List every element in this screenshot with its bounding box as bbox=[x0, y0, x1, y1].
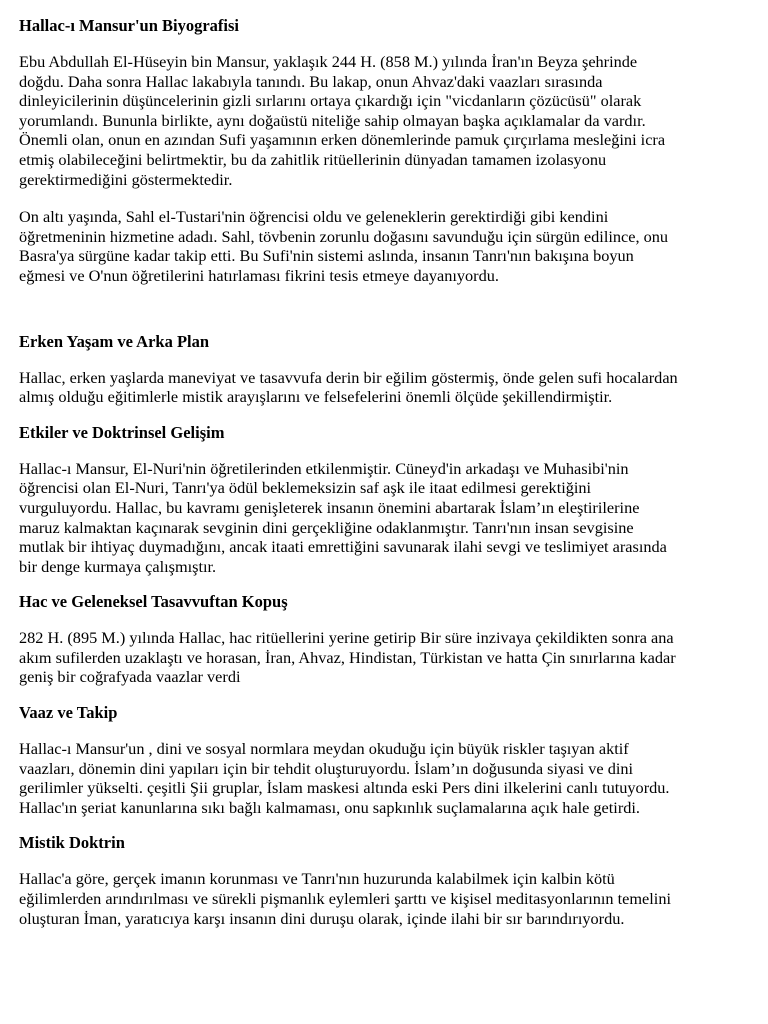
section-heading-pilgrimage: Hac ve Geleneksel Tasavvuftan Kopuş bbox=[19, 592, 288, 612]
section-body-mystic-doctrine: Hallac'a göre, gerçek imanın korunması ve Tanrı'nın huzurunda kalabilmek için kalbin kötü eğilimlerden arındırılması ve sürekli pişmanlık eylemleri şarttı ve kişisel meditasyonlarının temelini oluşturan İman, yaratıcıya karşı insanın dini duruşu olarak, içinde ilahi bir sır barındırıyordu. bbox=[19, 869, 671, 928]
section-body-influences: Hallac-ı Mansur, El-Nuri'nin öğretilerinden etkilenmiştir. Cüneyd'in arkadaşı ve Muhasibi'nin öğrencisi olan El-Nuri, Tanrı'ya ödül beklemeksizin saf aşk ile itaat edilmesi gerektiğini vurguluyordu. Hallac, bu kavramı genişleterek insanın önemini abartarak İslam’ın eleştirilerine maruz kalmaktan kaçınarak sevginin dini gerçekliğine odaklanmıştır. Tanrı'nın insan sevgisine mutlak bir ihtiyaç duymadığını, ancak itaati emrettiğini savunarak ilahi sevgi ve teslimiyet arasında bir denge kurmaya çalışmıştır. bbox=[19, 458, 667, 576]
section-body-pilgrimage: 282 H. (895 M.) yılında Hallac, hac ritüellerini yerine getirip Bir süre inzivaya çekildikten sonra ana akım sufilerden uzaklaştı ve horasan, İran, Ahvaz, Hindistan, Türkistan ve hatta Çin sınırlarına kadar geniş bir coğrafyada vaazlar verdi bbox=[19, 628, 676, 687]
section-heading-preaching: Vaaz ve Takip bbox=[19, 703, 118, 723]
document-page bbox=[19, 16, 754, 928]
document-title: Hallac-ı Mansur'un Biyografisi bbox=[19, 16, 240, 35]
section-body-early-life: Hallac, erken yaşlarda maneviyat ve tasavvufa derin bir eğilim göstermiş, önde gelen sufi hocalardan almış olduğu eğitimlerle mistik arayışlarını ve felsefelerini önemli ölçüde şekillendirmiştir. bbox=[19, 367, 678, 407]
intro-paragraph-1: Ebu Abdullah El-Hüseyin bin Mansur, yaklaşık 244 H. (858 M.) yılında İran'ın Beyza şehrinde doğdu. Daha sonra Hallac lakabıyla tanındı. Bu lakap, onun Ahvaz'daki vaazları sırasında dinleyicilerinin düşüncelerinin gizli sırlarını ortaya çıkardığı için "vicdanların çözücüsü" olarak yorumlandı. Bununla birlikte, aynı doğaüstü niteliğe sahip olmayan başka açıklamalar da vardır. Önemli olan, onun en azından Sufi yaşamının erken dönemlerinde pamuk çırçırlama mesleğini icra etmiş olabileceğini belirtmektir, bu da zahitlik ritüellerinin dünyadan tamamen izolasyonu gerektirmediğini göstermektedir. bbox=[19, 52, 666, 189]
section-heading-mystic-doctrine: Mistik Doktrin bbox=[19, 833, 125, 853]
section-body-preaching: Hallac-ı Mansur'un , dini ve sosyal normlara meydan okuduğu için büyük riskler taşıyan aktif vaazları, dönemin dini yapıları için bir tehdit oluşturuyordu. İslam’ın doğusunda siyasi ve dini gerilimler yükselti. çeşitli Şii gruplar, İslam maskesi altında eski Pers dini ilkelerini canlı tutuyordu. Hallac'ın şeriat kanunlarına sıkı bağlı kalmaması, onu sapkınlık suçlamalarına açık hale getirdi. bbox=[19, 739, 670, 817]
intro-paragraph-2: On altı yaşında, Sahl el-Tustari'nin öğrencisi oldu ve geleneklerin gerektirdiği gibi kendini öğretmeninin hizmetine adadı. Sahl, tövbenin zorunlu doğasını savunduğu için sürgün edilince, onu Basra'ya sürgüne kadar takip etti. Bu Sufi'nin sistemi aslında, insanın Tanrı'nın bakışına boyun eğmesi ve O'nun öğretilerini hatırlaması fikrini tesis etmeye dayanıyordu. bbox=[19, 207, 669, 285]
section-heading-influences: Etkiler ve Doktrinsel Gelişim bbox=[19, 422, 225, 442]
section-heading-early-life: Erken Yaşam ve Arka Plan bbox=[19, 331, 210, 351]
